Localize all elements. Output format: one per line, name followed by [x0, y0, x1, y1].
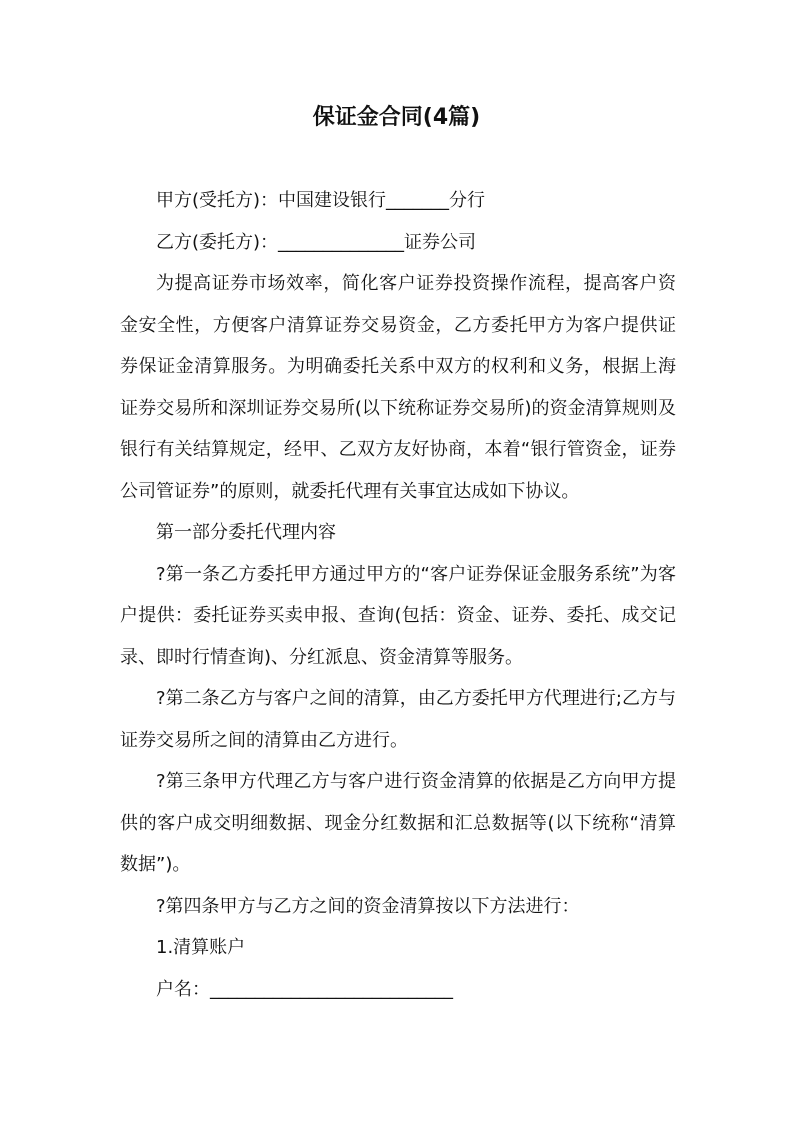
document-body — [120, 180, 676, 1010]
account-name-line: 户名：___________________________ — [156, 978, 453, 1000]
preamble-paragraph: 为提高证券市场效率，简化客户证券投资操作流程，提高客户资金安全性，方便客户清算证券交易资金，乙方委托甲方为客户提供证券保证金清算服务。为明确委托关系中双方的权利和义务，根据上海证券交易所和深圳证券交易所(以下统称证券交易所)的资金清算规则及银行有关结算规定，经甲、乙双方友好协商，本着“银行管资金，证券公司管证券”的原则，就委托代理有关事宜达成如下协议。 — [120, 273, 676, 502]
article-1: ?第一条乙方委托甲方通过甲方的“客户证券保证金服务系统”为客户提供：委托证券买卖申报、查询(包括：资金、证券、委托、成交记录、即时行情查询)、分红派息、资金清算等服务。 — [120, 563, 676, 668]
article-4: ?第四条甲方与乙方之间的资金清算按以下方法进行： — [156, 895, 580, 917]
article-3: ?第三条甲方代理乙方与客户进行资金清算的依据是乙方向甲方提供的客户成交明细数据、现金分红数据和汇总数据等(以下统称“清算数据”)。 — [120, 771, 676, 875]
article-2: ?第二条乙方与客户之间的清算，由乙方委托甲方代理进行;乙方与证券交易所之间的清算由乙方进行。 — [120, 688, 676, 751]
document-title: 保证金合同(4篇) — [312, 105, 481, 130]
party-a-line: 甲方(受托方)：中国建设银行_______分行 — [156, 190, 486, 211]
section-heading: 第一部分委托代理内容 — [156, 522, 336, 543]
clearing-account-heading: 1.清算账户 — [156, 937, 246, 958]
party-b-line: 乙方(委托方)：______________证券公司 — [156, 231, 477, 253]
